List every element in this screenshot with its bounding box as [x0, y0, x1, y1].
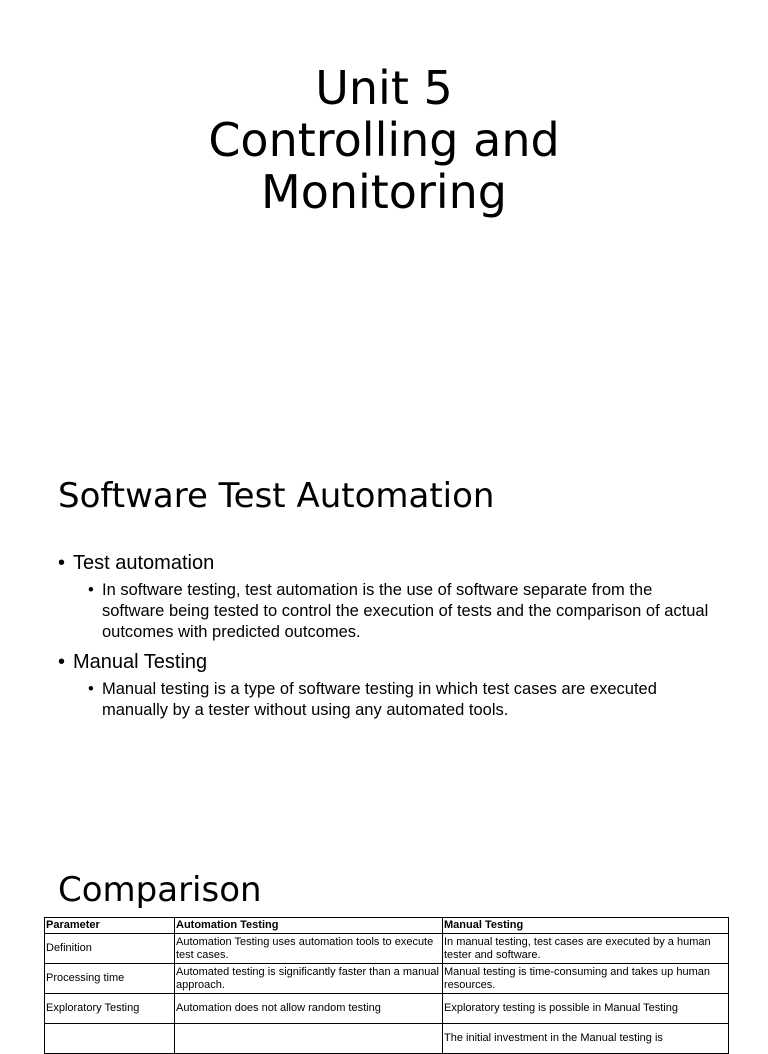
- title-line-2: Controlling and: [208, 113, 560, 167]
- title-slide: [0, 0, 768, 384]
- header-parameter: Parameter: [45, 918, 175, 934]
- table-row: [45, 1024, 729, 1054]
- sub-bullet-manual-testing: • Manual testing is a type of software testing in which test cases are executed manually by a tester without using any automated tools.: [58, 679, 718, 721]
- content-slide-automation: [0, 420, 768, 820]
- table-cell: In manual testing, test cases are executed by a human tester and software.: [443, 934, 729, 964]
- comparison-table: [44, 917, 729, 1054]
- header-automation-testing: Automation Testing: [175, 918, 443, 934]
- table-cell: Automation does not allow random testing: [175, 994, 443, 1024]
- table-cell: Automated testing is significantly faster than a manual approach.: [175, 964, 443, 994]
- table-header-row: [45, 918, 729, 934]
- title-line-3: Monitoring: [261, 165, 507, 219]
- table-cell: Automation Testing uses automation tools to execute test cases.: [175, 934, 443, 964]
- bullet-list: [58, 544, 718, 727]
- bullet-manual-testing: • Manual Testing: [58, 649, 718, 675]
- header-manual-testing: Manual Testing: [443, 918, 729, 934]
- content-slide-comparison: [0, 850, 768, 1044]
- table-cell: Definition: [45, 934, 175, 964]
- table-cell: [175, 1024, 443, 1054]
- slide-heading: Comparison: [58, 870, 262, 910]
- sub-bullet-test-automation: • In software testing, test automation is the use of software separate from the software being tested to control the execution of tests and the comparison of actual outcomes with predicted outcomes.: [58, 580, 718, 643]
- table-row: [45, 934, 729, 964]
- slide-heading: Software Test Automation: [58, 476, 495, 516]
- table-row: [45, 994, 729, 1024]
- table-cell: Processing time: [45, 964, 175, 994]
- table-cell: Exploratory Testing: [45, 994, 175, 1024]
- table-cell: Manual testing is time-consuming and takes up human resources.: [443, 964, 729, 994]
- bullet-test-automation: • Test automation: [58, 550, 718, 576]
- table-cell: The initial investment in the Manual testing is: [443, 1024, 729, 1054]
- table-row: [45, 964, 729, 994]
- table-cell: Exploratory testing is possible in Manual Testing: [443, 994, 729, 1024]
- table-cell: [45, 1024, 175, 1054]
- title-line-1: Unit 5: [315, 61, 453, 115]
